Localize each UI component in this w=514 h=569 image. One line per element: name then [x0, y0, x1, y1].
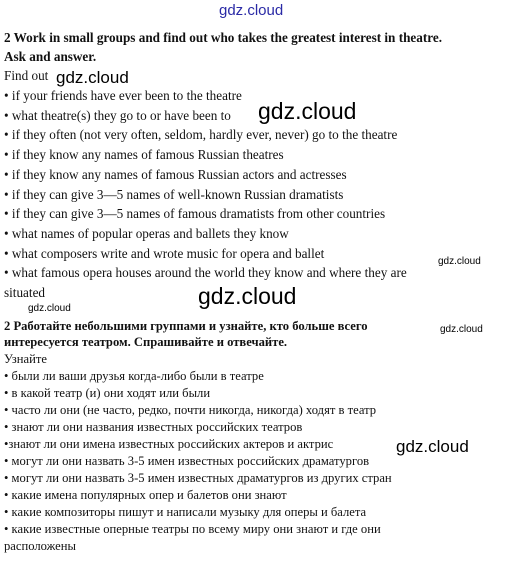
watermark: gdz.cloud	[396, 437, 469, 456]
russian-intro: Узнайте	[4, 352, 47, 366]
english-list-item: • what theatre(s) they go to or have been to	[4, 108, 231, 123]
watermark: gdz.cloud	[258, 98, 357, 124]
english-intro: Find out	[4, 68, 49, 83]
watermark-top: gdz.cloud	[219, 2, 284, 19]
russian-list-item: • в какой театр (и) они ходят или были	[4, 386, 211, 400]
english-list-item: • if they can give 3—5 names of famous dramatists from other countries	[4, 206, 386, 221]
russian-heading-line-1: 2 Работайте небольшими группами и узнайте, кто больше всего	[4, 319, 368, 333]
russian-list-item: • могут ли они назвать 3-5 имен известных драматургов из других стран	[4, 471, 392, 485]
english-list-item: • if they can give 3—5 names of well-known Russian dramatists	[4, 187, 344, 202]
english-list-continuation: situated	[4, 285, 46, 300]
english-list-item: • if your friends have ever been to the theatre	[4, 88, 242, 103]
english-heading-line-2: Ask and answer.	[4, 49, 97, 64]
russian-list-continuation: расположены	[4, 539, 76, 553]
russian-list-item: • какие известные оперные театры по всему миру они знают и где они	[4, 522, 381, 536]
english-list-item: • what names of popular operas and ballets they know	[4, 226, 289, 241]
russian-list-item: • были ли ваши друзья когда-либо были в театре	[4, 369, 264, 383]
english-list-item: • if they often (not very often, seldom, hardly ever, never) go to the theatre	[4, 127, 398, 142]
english-list-item: • what famous opera houses around the world they know and where they are	[4, 265, 407, 280]
russian-list-item: •знают ли они имена известных российских актеров и актрис	[4, 437, 334, 451]
russian-list-item: • часто ли они (не часто, редко, почти никогда, никогда) ходят в театр	[4, 403, 377, 417]
english-list-item: • what composers write and wrote music for opera and ballet	[4, 246, 325, 261]
russian-list-item: • могут ли они назвать 3-5 имен известных российских драматургов	[4, 454, 370, 468]
watermark: gdz.cloud	[28, 303, 71, 314]
russian-list-item: • какие композиторы пишут и написали музыку для оперы и балета	[4, 505, 367, 519]
watermark: gdz.cloud	[56, 68, 129, 87]
english-list-item: • if they know any names of famous Russian actors and actresses	[4, 167, 347, 182]
english-list-item: • if they know any names of famous Russian theatres	[4, 147, 284, 162]
watermark: gdz.cloud	[198, 283, 297, 309]
russian-heading-line-2: интересуется театром. Спрашивайте и отвечайте.	[4, 335, 288, 349]
russian-list-item: • какие имена популярных опер и балетов они знают	[4, 488, 287, 502]
watermark: gdz.cloud	[438, 256, 481, 267]
watermark: gdz.cloud	[440, 324, 483, 335]
russian-list-item: • знают ли они названия известных российских театров	[4, 420, 303, 434]
english-heading-line-1: 2 Work in small groups and find out who takes the greatest interest in theatre.	[4, 30, 443, 45]
